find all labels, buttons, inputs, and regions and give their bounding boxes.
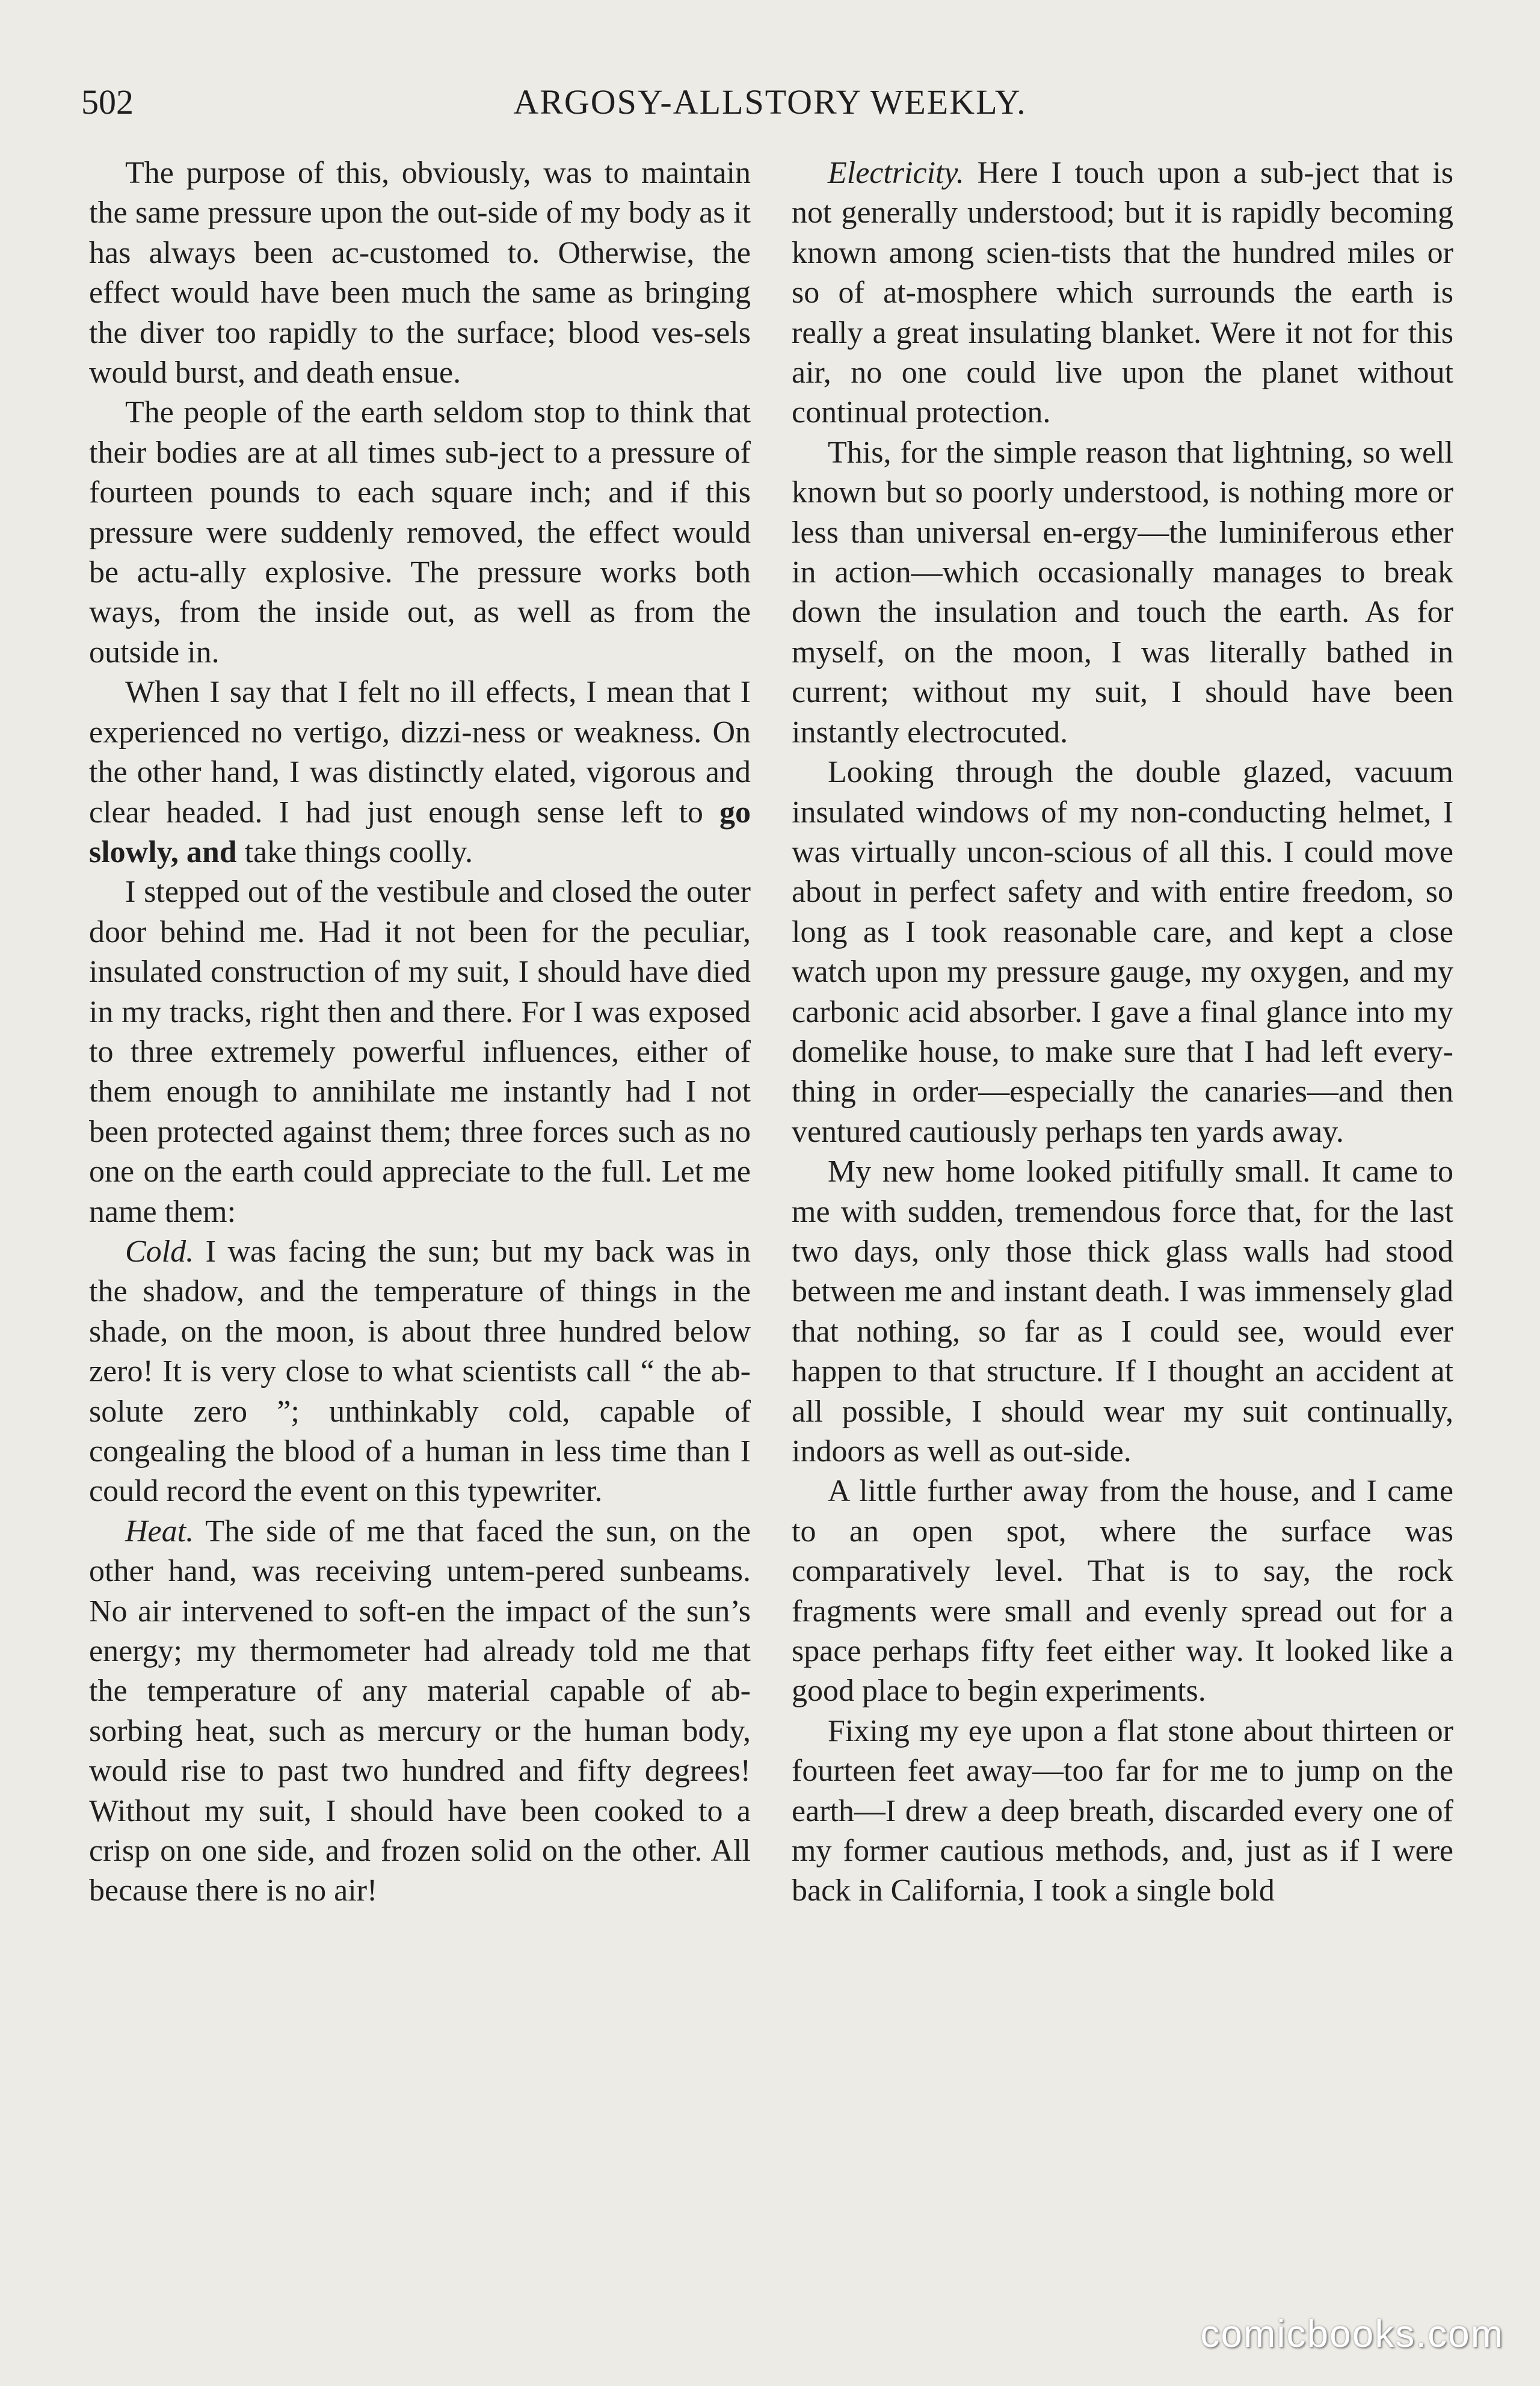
page-number: 502 [81,82,134,122]
paragraph-text: I was facing the sun; but my back was in the shadow, and the temperature of things in the shade, on the moon, is about three hundred below zero! It is very close to what scientists call “ the ab-solute zero ”; unthinkably cold, capable of congealing the blood of a human in less time than I could record the event on this typewriter. [89,1234,751,1509]
right-column [792,153,1453,2283]
left-column [89,153,751,2283]
watermark: comicbooks.com [1200,2312,1504,2355]
section-run-in: Electricity. [828,156,964,190]
page-header [81,75,1459,129]
section-run-in: Cold. [125,1234,194,1269]
bold-phrase: go slowly, and [89,795,751,869]
paragraph: Fixing my eye upon a flat stone about thirteen or fourteen feet away—too far for me to jump on the earth—I drew a deep breath, discarded every one of my former cautious methods, and, just as if I were back in California, I took a single bold [792,1713,1453,1908]
paragraph [792,153,1453,433]
paragraph-text: When I say that I felt no ill effects, I mean that I experienced no vertigo, dizzi-ness or weakness. On the other hand, I was distinctly elated, vigorous and clear headed. I had just enough sense left to [89,675,751,830]
paragraph: I stepped out of the vestibule and closed the outer door behind me. Had it not been for the peculiar, insulated construction of my suit, I should have died in my tracks, right then and there. For I was exposed to three extremely powerful influences, either of them enough to annihilate me instantly had I not been protected against them; three forces such as no one on the earth could appreciate to the full. Let me name them: [89,875,751,1229]
paragraph: The purpose of this, obviously, was to maintain the same pressure upon the out-side of my body as it has always been ac-customed to. Otherwise, the effect would have been much the same as bringing the diver too rapidly to the surface; blood ves-sels would burst, and death ensue. [89,156,751,390]
paragraph [89,1512,751,1911]
paragraph: A little further away from the house, and I came to an open spot, where the surface was comparatively level. That is to say, the rock fragments were small and evenly spread out for a space perhaps fifty feet either way. It looked like a good place to begin experiments. [792,1474,1453,1709]
paragraph: My new home looked pitifully small. It came to me with sudden, tremendous force that, for the last two days, only those thick glass walls had stood between me and instant death. I was immensely glad that nothing, so far as I could see, would ever happen to that structure. If I thought an accident at all possible, I should wear my suit continually, indoors as well as out-side. [792,1154,1453,1469]
paragraph-text: Here I touch upon a sub-ject that is not generally understood; but it is rapidly becoming known among scien-tists that the hundred miles or so of at-mosphere which surrounds the earth is really a great insulating blanket. Were it not for this air, no one could live upon the planet without continual protection. [792,156,1454,430]
paragraph-text: The side of me that faced the sun, on the other hand, was receiving untem-pered sunbeams. No air intervened to soft-en the impact of the sun’s energy; my thermometer had already told me that the temperature of any material capable of ab-sorbing heat, such as mercury or the human body, would rise to past two hundred and fifty degrees! Without my suit, I should have been cooked to a crisp on one side, and frozen solid on the other. All because there is no air! [89,1514,751,1908]
paragraph: This, for the simple reason that lightning, so well known but so poorly understood, is nothing more or less than universal en-ergy—the luminiferous ether in action—which occasionally manages to break down the insulation and touch the earth. As for myself, on the moon, I was literally bathed in current; without my suit, I should have been instantly electrocuted. [792,435,1453,750]
paragraph [89,1232,751,1512]
paragraph: The people of the earth seldom stop to think that their bodies are at all times sub-ject to a pressure of fourteen pounds to each square inch; and if this pressure were suddenly removed, the effect would be actu-ally explosive. The pressure works both ways, from the inside out, as well as from the outside in. [89,395,751,670]
paragraph-text: take things coolly. [244,834,473,869]
paragraph [89,673,751,872]
section-run-in: Heat. [125,1514,194,1549]
running-head: ARGOSY-ALLSTORY WEEKLY. [513,82,1027,122]
paragraph: Looking through the double glazed, vacuum insulated windows of my non-conducting helmet, I was virtually uncon-scious of all this. I could move about in perfect safety and with entire freedom, so long as I took reasonable care, and kept a close watch upon my pressure gauge, my oxygen, and my carbonic acid absorber. I gave a final glance into my domelike house, to make sure that I had left every-thing in order—especially the canaries—and then ventured cautiously perhaps ten yards away. [792,755,1453,1149]
